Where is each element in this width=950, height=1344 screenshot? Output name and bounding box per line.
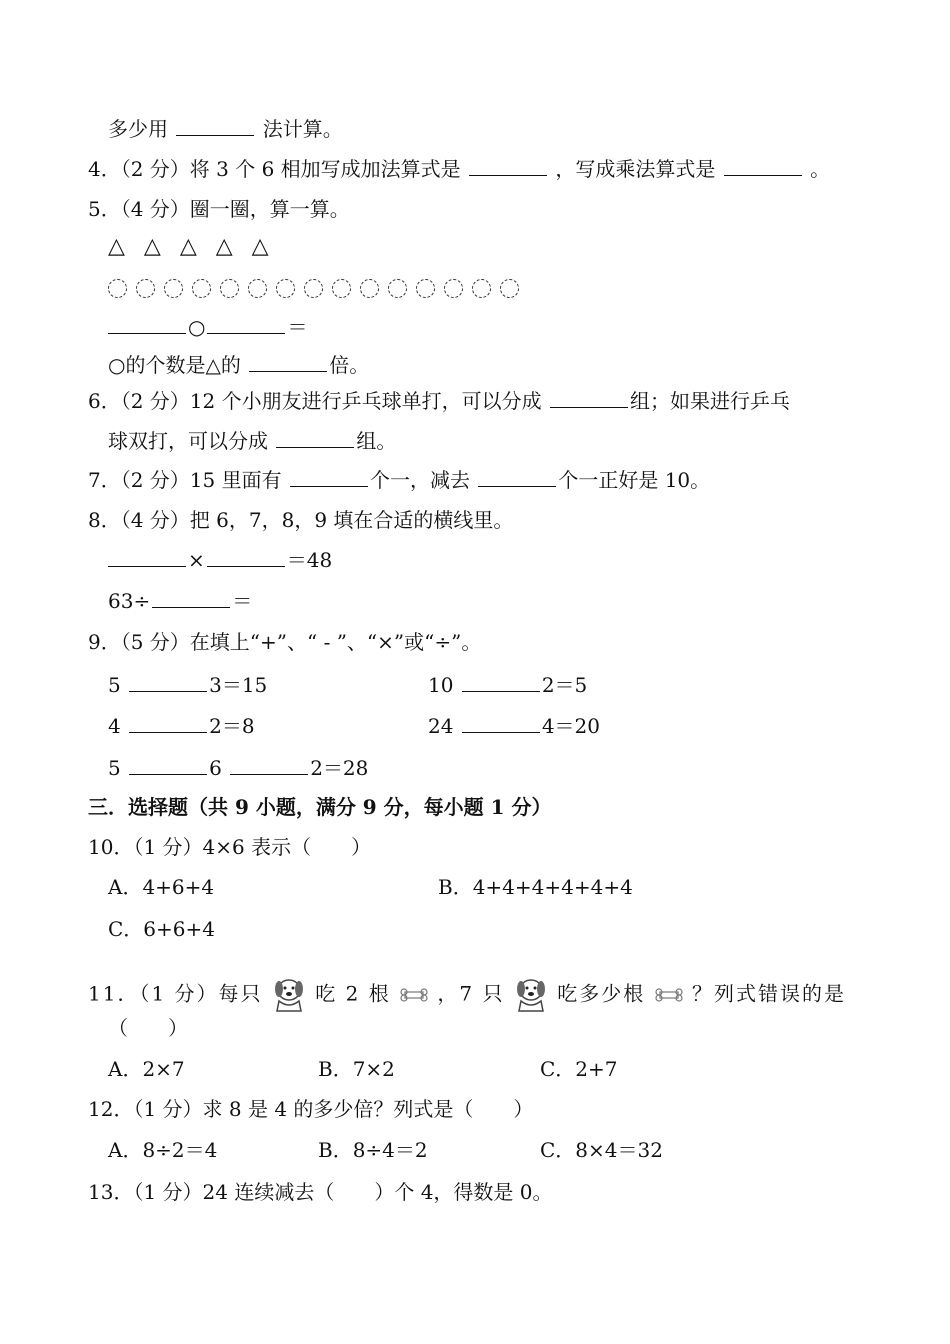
answer-blank[interactable] [108,315,186,334]
q3-continuation [108,114,343,144]
section-title: 三．选择题（共 9 小题，满分 9 分，每小题 1 分） [88,795,552,819]
q9-col2 [428,711,600,741]
answer-blank[interactable] [249,353,327,372]
text: 2＝5 [541,673,588,697]
question-text: 8．（4 分）把 6，7，8，9 填在合适的横线里。 [88,508,514,532]
circles-row [108,272,528,302]
question-text: 11．（1 分）每只 [88,981,263,1006]
question-text: 吃 2 根 [315,981,391,1006]
circle-icon [276,279,295,298]
text: ○的个数是△的 [108,353,241,377]
question-text: 7．（2 分）15 里面有 [88,468,282,492]
answer-blank[interactable] [129,673,207,692]
option-a[interactable]: A．2×7 [108,1057,185,1081]
answer-blank[interactable] [129,714,207,733]
text: 24 [428,714,454,738]
question-text: 组；如果进行乒乓 [629,389,790,413]
answer-parentheses: （ ） [108,1016,188,1040]
question-text: 吃多少根 [557,981,646,1006]
question-8 [88,505,513,535]
answer-blank[interactable] [724,157,802,176]
text: 2＝28 [310,756,369,780]
question-text: 。 [810,157,831,181]
circle-icon [108,279,127,298]
circle-icon [388,279,407,298]
q9-row-1 [108,670,868,700]
text: 多少用 [108,117,168,141]
answer-blank[interactable] [176,117,254,136]
answer-blank[interactable] [152,589,230,608]
q9-row-3 [108,753,368,783]
circle-icon [416,279,435,298]
operator: × [188,548,205,572]
bone-icon [654,987,684,1003]
q8-equation-a [108,545,332,575]
text: 法计算。 [262,117,343,141]
question-9 [88,627,481,657]
circle-icon [220,279,239,298]
text: ＝48 [286,548,333,572]
circle-icon [500,279,519,298]
option-c[interactable]: C．8×4＝32 [540,1138,663,1162]
question-text: 个一，减去 [369,468,470,492]
answer-blank[interactable] [478,468,556,487]
equals: ＝ [287,315,308,339]
option-a[interactable]: A．8÷2＝4 [108,1138,218,1162]
question-6 [88,386,790,416]
triangle-icons: △ △ △ △ △ [108,234,275,259]
question-text: 13．（1 分）24 连续减去（ ）个 4，得数是 0。 [88,1180,553,1204]
question-5 [88,194,350,224]
operator-circle: ○ [188,315,206,339]
answer-blank[interactable] [462,714,540,733]
answer-blank[interactable] [276,429,354,448]
question-text: 5．（4 分）圈一圈，算一算。 [88,197,350,221]
circle-icon [136,279,155,298]
text: 10 [428,673,454,697]
question-text: 12．（1 分）求 8 是 4 的多少倍？列式是（ ） [88,1097,534,1121]
circle-icon [248,279,267,298]
question-text: ，写成乘法算式是 [555,157,716,181]
answer-blank[interactable] [108,548,186,567]
q10-options-row-2 [108,914,215,944]
q10-options-row-1 [108,872,868,902]
question-12 [88,1094,533,1124]
circle-icon [304,279,323,298]
q9-col2 [428,670,587,700]
option-b[interactable]: B．8÷4＝2 [318,1138,428,1162]
text: ＝ [232,589,253,613]
text: 5 [108,756,121,780]
circle-icon [192,279,211,298]
text: 5 [108,673,121,697]
answer-blank[interactable] [550,389,628,408]
option-c[interactable]: C．2+7 [540,1057,618,1081]
text: 2＝8 [209,714,255,738]
q5-answer [108,350,369,380]
question-6-cont [108,426,396,456]
option-c[interactable]: C．6+6+4 [108,917,215,941]
question-10 [88,832,371,862]
question-11 [88,975,846,1005]
q9-row-2 [108,711,868,741]
text: 3＝15 [209,673,268,697]
answer-blank[interactable] [290,468,368,487]
answer-blank[interactable] [207,548,285,567]
question-13 [88,1177,553,1207]
dog-icon [271,975,307,1015]
question-text: 9．（5 分）在填上“+”、“ - ”、“×”或“÷”。 [88,630,482,654]
question-text: 个一正好是 10。 [558,468,711,492]
question-7 [88,465,710,495]
option-a[interactable]: A．4+6+4 [108,875,215,899]
q11-options [108,1054,708,1084]
answer-blank[interactable] [129,756,207,775]
text: 4＝20 [541,714,600,738]
circle-icon [332,279,351,298]
question-text: 10．（1 分）4×6 表示（ ） [88,835,372,859]
answer-blank[interactable] [207,315,285,334]
q12-options [108,1135,748,1165]
question-text: ？列式错误的是 [691,981,846,1006]
answer-blank[interactable] [230,756,308,775]
question-4 [88,154,830,184]
question-text: 4．（2 分）将 3 个 6 相加写成加法算式是 [88,157,461,181]
answer-blank[interactable] [462,673,540,692]
dog-icon [513,975,549,1015]
text: 6 [209,756,222,780]
question-11-cont [108,1013,188,1043]
question-text: 6．（2 分）12 个小朋友进行乒乓球单打，可以分成 [88,389,542,413]
section-3-heading [88,792,552,822]
question-text: 球双打，可以分成 [108,429,268,453]
q5-equation [108,312,307,342]
text: 4 [108,714,121,738]
bone-icon [399,987,429,1003]
circle-icon [444,279,463,298]
text: 63÷ [108,589,151,613]
text: 倍。 [329,353,370,377]
circle-icon [360,279,379,298]
option-b[interactable]: B．4+4+4+4+4+4 [438,875,633,899]
q8-equation-b [108,586,252,616]
circle-icon [164,279,183,298]
question-text: ，7 只 [437,981,505,1006]
answer-blank[interactable] [469,157,547,176]
triangles-row [108,232,275,262]
circle-icon [472,279,491,298]
question-text: 组。 [356,429,397,453]
option-b[interactable]: B．7×2 [318,1057,395,1081]
